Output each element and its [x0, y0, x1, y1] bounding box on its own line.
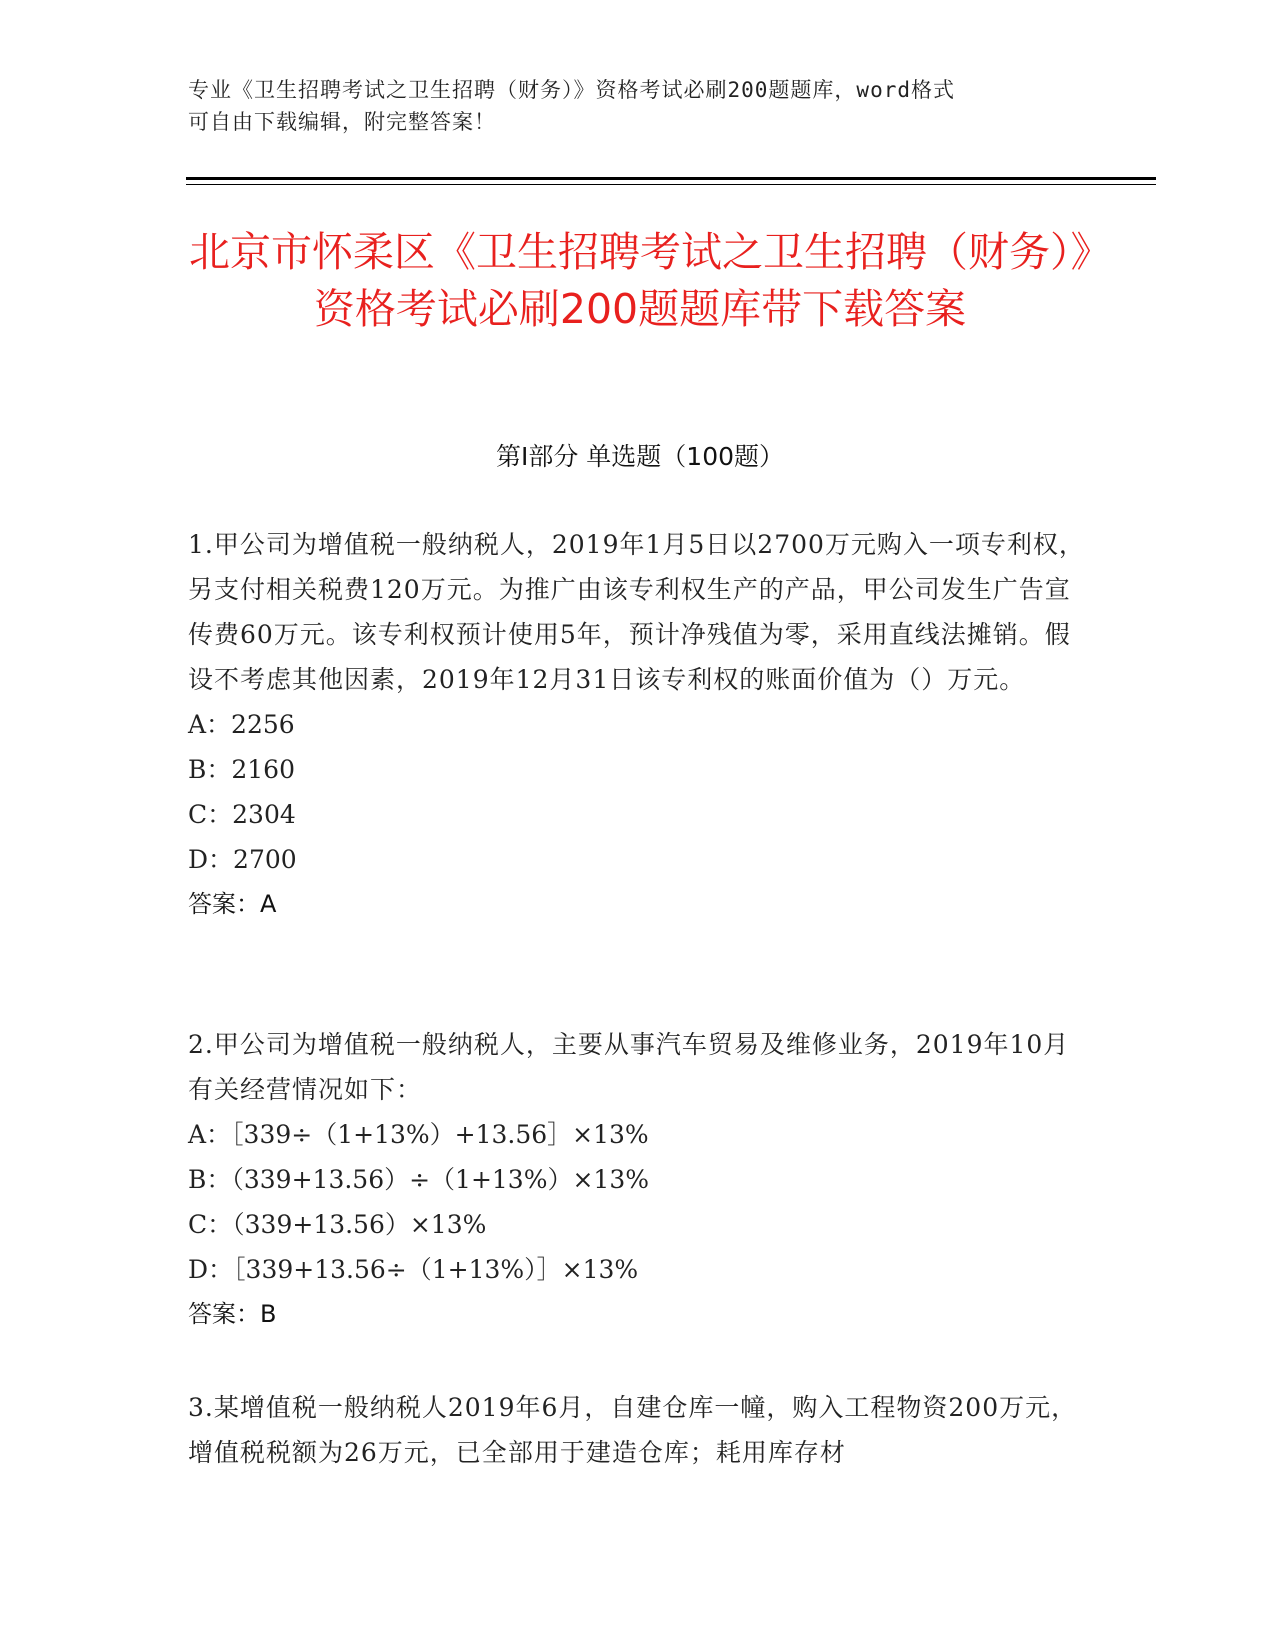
header-line-1: 专业《卫生招聘考试之卫生招聘（财务）》资格考试必刷200题题库，word格式: [188, 78, 955, 102]
option-b: B：（339+13.56）÷（1+13%）×13%: [188, 1165, 649, 1194]
option-d: D：2700: [188, 845, 297, 874]
option-b: B：2160: [188, 755, 295, 784]
page-header: [188, 74, 1068, 138]
answer-line: 答案：A: [188, 890, 277, 918]
question-stem: 3.某增值税一般纳税人2019年6月，自建仓库一幢，购入工程物资200万元，增值税税额为26万元，已全部用于建造仓库；耗用库存材: [188, 1393, 1078, 1467]
header-line-2: 可自由下载编辑，附完整答案！: [188, 110, 496, 134]
document-title: 北京市怀柔区《卫生招聘考试之卫生招聘（财务）》资格考试必刷200题题库带下载答案: [189, 228, 1091, 333]
answer-line: 答案：B: [188, 1300, 277, 1328]
question-1: [188, 522, 1088, 927]
question-2: [188, 1022, 1088, 1337]
header-rule-thin: [186, 184, 1156, 185]
option-c: C：2304: [188, 800, 296, 829]
question-stem: 2.甲公司为增值税一般纳税人，主要从事汽车贸易及维修业务，2019年10月有关经营情况如下：: [188, 1030, 1070, 1104]
option-c: C：（339+13.56）×13%: [188, 1210, 487, 1239]
section-title: 第Ⅰ部分 单选题（100题）: [495, 442, 785, 471]
header-rule-thick: [186, 177, 1156, 180]
question-3: [188, 1385, 1088, 1475]
question-stem: 1.甲公司为增值税一般纳税人，2019年1月5日以2700万元购入一项专利权，另支付相关税费120万元。为推广由该专利权生产的产品，甲公司发生广告宣传费60万元。该专利权预计使用5年，预计净残值为零，采用直线法摊销。假设不考虑其他因素，2019年12月31日该专利权的账面价值为（）万元。: [188, 530, 1085, 694]
option-d: D：［339+13.56÷（1+13%）］×13%: [188, 1255, 639, 1284]
option-a: A：2256: [188, 710, 295, 739]
option-a: A：［339÷（1+13%）+13.56］×13%: [188, 1120, 649, 1149]
